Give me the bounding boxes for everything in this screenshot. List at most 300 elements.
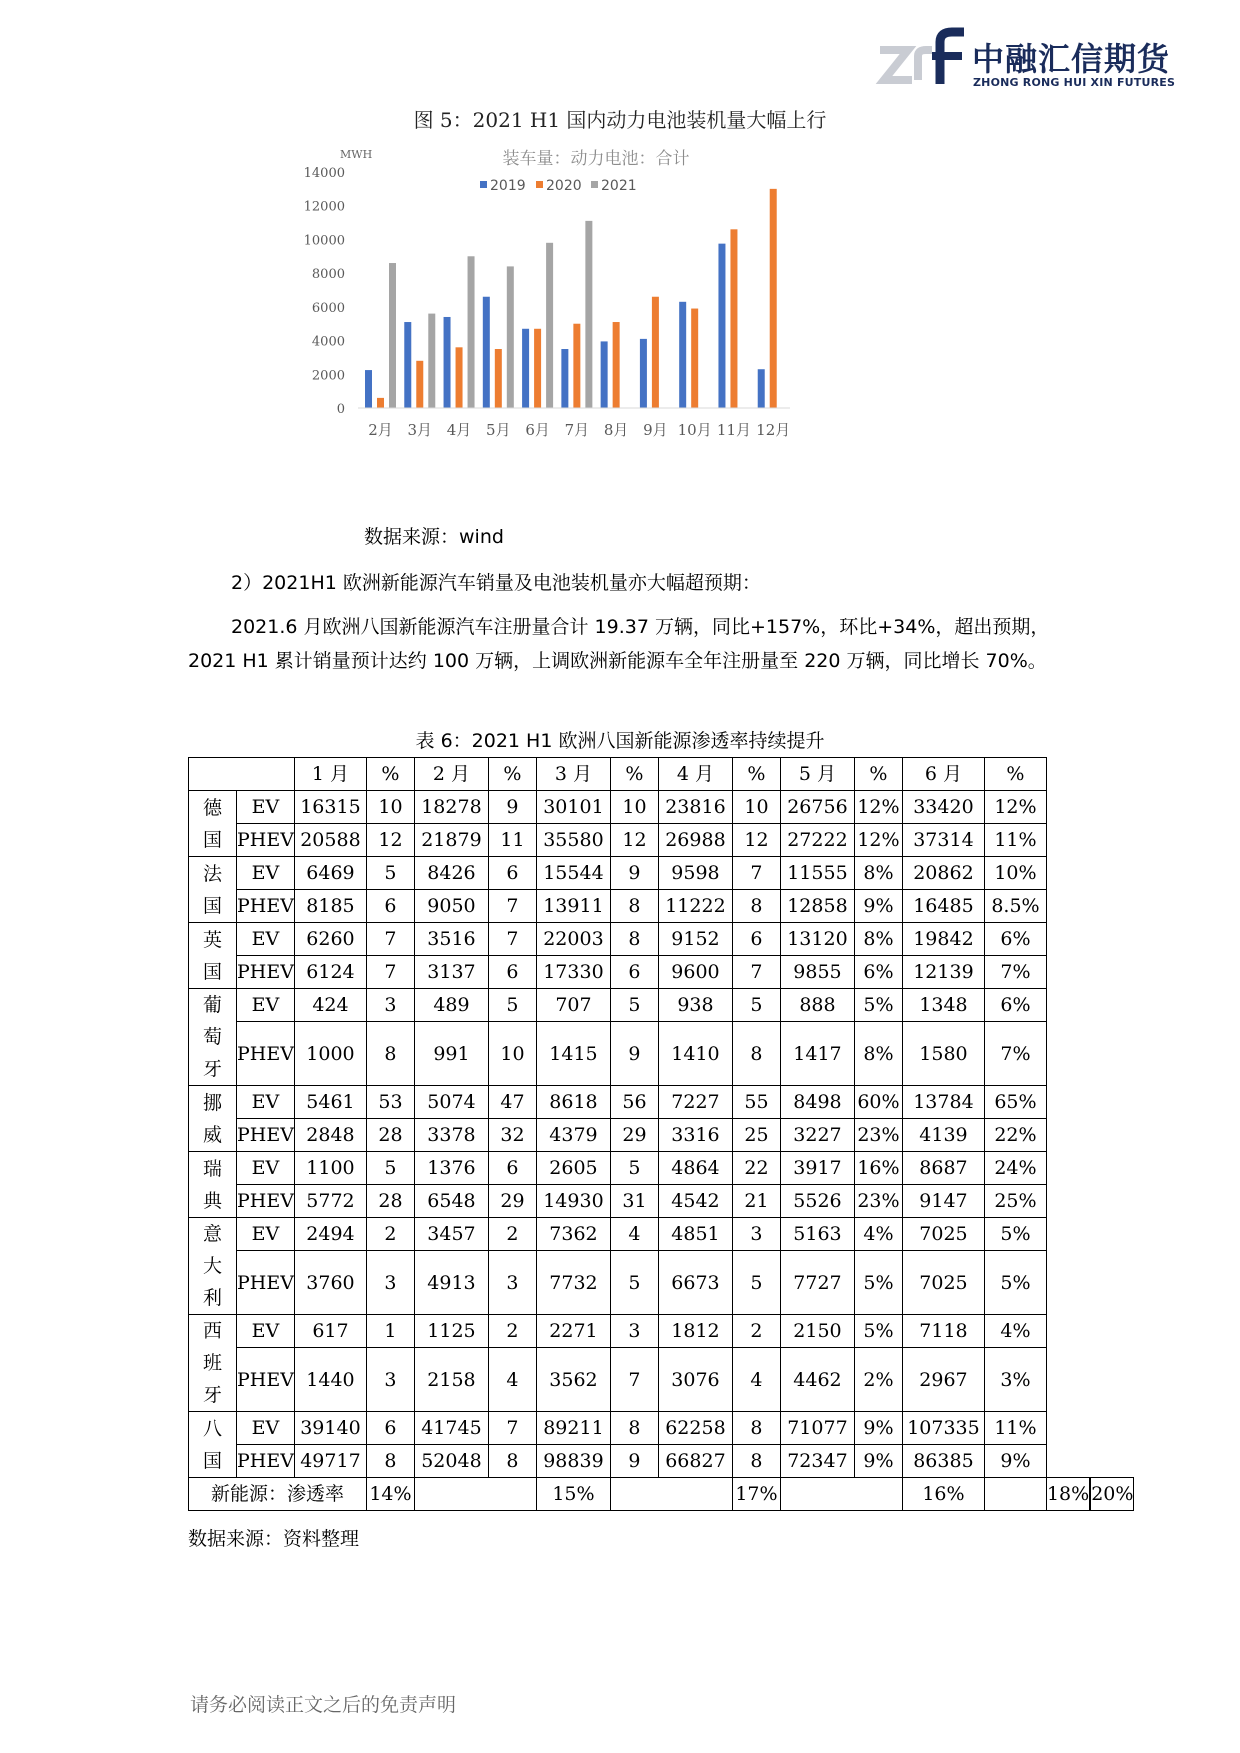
share-value-cell: 8 bbox=[366, 1022, 414, 1086]
share-value-cell: 11% bbox=[984, 1412, 1046, 1445]
share-value-cell: 7 bbox=[488, 890, 536, 923]
sales-value-cell: 424 bbox=[294, 989, 366, 1022]
sales-value-cell: 6260 bbox=[294, 923, 366, 956]
table-source: 数据来源：资料整理 bbox=[188, 1528, 360, 1550]
share-value-cell: 2% bbox=[854, 1348, 902, 1412]
share-value-cell: 6 bbox=[488, 1152, 536, 1185]
ev-registration-table bbox=[188, 757, 1134, 1511]
sales-value-cell: 107335 bbox=[902, 1412, 984, 1445]
sales-value-cell: 7025 bbox=[902, 1218, 984, 1251]
share-value-cell: 12% bbox=[854, 791, 902, 824]
sales-value-cell: 11222 bbox=[658, 890, 732, 923]
share-value-cell: 10 bbox=[488, 1022, 536, 1086]
table-row bbox=[189, 1315, 1134, 1348]
penetration-value-cell: 18% bbox=[1046, 1478, 1089, 1511]
share-value-cell: 8 bbox=[610, 1412, 658, 1445]
sales-value-cell: 1000 bbox=[294, 1022, 366, 1086]
share-value-cell: 5 bbox=[610, 989, 658, 1022]
bar-2019-11月 bbox=[718, 244, 725, 408]
share-value-cell: 10 bbox=[732, 791, 780, 824]
share-value-cell: 4% bbox=[984, 1315, 1046, 1348]
share-value-cell: 24% bbox=[984, 1152, 1046, 1185]
share-value-cell: 5 bbox=[366, 1152, 414, 1185]
sales-value-cell: 52048 bbox=[414, 1445, 488, 1478]
table-row bbox=[189, 1348, 1134, 1412]
sales-value-cell: 6124 bbox=[294, 956, 366, 989]
share-value-cell: 7 bbox=[366, 956, 414, 989]
share-value-cell: 4 bbox=[732, 1348, 780, 1412]
sales-value-cell: 617 bbox=[294, 1315, 366, 1348]
sales-value-cell: 4913 bbox=[414, 1251, 488, 1315]
share-value-cell: 7 bbox=[488, 1412, 536, 1445]
blank-cell bbox=[780, 1478, 902, 1511]
share-value-cell: 12 bbox=[732, 824, 780, 857]
share-value-cell: 6 bbox=[488, 956, 536, 989]
blank-cell bbox=[610, 1478, 732, 1511]
share-value-cell: 28 bbox=[366, 1119, 414, 1152]
sales-value-cell: 20862 bbox=[902, 857, 984, 890]
penetration-value-cell: 20% bbox=[1091, 1478, 1134, 1511]
share-value-cell: 10 bbox=[610, 791, 658, 824]
sales-value-cell: 17330 bbox=[536, 956, 610, 989]
sales-value-cell: 20588 bbox=[294, 824, 366, 857]
sales-value-cell: 21879 bbox=[414, 824, 488, 857]
sales-value-cell: 1440 bbox=[294, 1348, 366, 1412]
share-value-cell: 29 bbox=[610, 1119, 658, 1152]
vehicle-type-cell: PHEV bbox=[237, 1445, 295, 1478]
bar-2020-2月 bbox=[377, 398, 384, 408]
sales-value-cell: 4864 bbox=[658, 1152, 732, 1185]
legend-swatch-2021 bbox=[591, 181, 598, 188]
sales-value-cell: 3562 bbox=[536, 1348, 610, 1412]
share-value-cell: 4 bbox=[610, 1218, 658, 1251]
share-value-cell: 12 bbox=[610, 824, 658, 857]
share-value-cell: 25% bbox=[984, 1185, 1046, 1218]
penetration-value-cell: 16% bbox=[902, 1478, 984, 1511]
bar-2021-6月 bbox=[546, 243, 553, 408]
bar-2020-7月 bbox=[573, 324, 580, 408]
vehicle-type-cell: PHEV bbox=[237, 1022, 295, 1086]
vehicle-type-cell: PHEV bbox=[237, 1185, 295, 1218]
country-cell: 葡 萄 牙 bbox=[189, 989, 237, 1086]
sales-value-cell: 4542 bbox=[658, 1185, 732, 1218]
sales-value-cell: 1100 bbox=[294, 1152, 366, 1185]
sales-value-cell: 19842 bbox=[902, 923, 984, 956]
sales-value-cell: 1417 bbox=[780, 1022, 854, 1086]
share-value-cell: 1 bbox=[366, 1315, 414, 1348]
share-value-cell: 60% bbox=[854, 1086, 902, 1119]
sales-value-cell: 11555 bbox=[780, 857, 854, 890]
bar-2021-7月 bbox=[585, 221, 592, 408]
share-value-cell: 3 bbox=[366, 989, 414, 1022]
sales-value-cell: 7727 bbox=[780, 1251, 854, 1315]
share-value-cell: 5 bbox=[732, 989, 780, 1022]
sales-value-cell: 9855 bbox=[780, 956, 854, 989]
y-tick-label: 14000 bbox=[303, 166, 345, 181]
share-value-cell: 5% bbox=[984, 1218, 1046, 1251]
column-header: 6 月 bbox=[902, 758, 984, 791]
x-tick-label: 5月 bbox=[486, 421, 511, 439]
section-paragraph: 2021.6 月欧洲八国新能源汽车注册量合计 19.37 万辆，同比+157%，环比+34%，超出预期，2021 H1 累计销量预计达约 100 万辆，上调欧洲新能源车全年注册量至 220 万辆，同比增长 70%。 bbox=[188, 616, 1050, 672]
sales-value-cell: 7362 bbox=[536, 1218, 610, 1251]
table-row bbox=[189, 1185, 1134, 1218]
share-value-cell: 65% bbox=[984, 1086, 1046, 1119]
share-value-cell: 9 bbox=[610, 1022, 658, 1086]
y-tick-label: 6000 bbox=[311, 300, 345, 316]
share-value-cell: 10 bbox=[366, 791, 414, 824]
sales-value-cell: 2494 bbox=[294, 1218, 366, 1251]
sales-value-cell: 39140 bbox=[294, 1412, 366, 1445]
sales-value-cell: 49717 bbox=[294, 1445, 366, 1478]
disclaimer-footer: 请务必阅读正文之后的免责声明 bbox=[190, 1694, 457, 1716]
sales-value-cell: 41745 bbox=[414, 1412, 488, 1445]
legend-label-2020: 2020 bbox=[546, 178, 582, 194]
vehicle-type-cell: PHEV bbox=[237, 824, 295, 857]
sales-value-cell: 13120 bbox=[780, 923, 854, 956]
share-value-cell: 2 bbox=[732, 1315, 780, 1348]
share-value-cell: 9% bbox=[854, 1412, 902, 1445]
sales-value-cell: 5074 bbox=[414, 1086, 488, 1119]
logo-chinese-name: 中融汇信期货 bbox=[972, 40, 1171, 78]
share-value-cell: 6 bbox=[488, 857, 536, 890]
share-value-cell: 6 bbox=[732, 923, 780, 956]
sales-value-cell: 2848 bbox=[294, 1119, 366, 1152]
znf-logo-icon bbox=[878, 28, 966, 90]
sales-value-cell: 1125 bbox=[414, 1315, 488, 1348]
share-value-cell: 5% bbox=[854, 1251, 902, 1315]
sales-value-cell: 2158 bbox=[414, 1348, 488, 1412]
share-value-cell: 22 bbox=[732, 1152, 780, 1185]
sales-value-cell: 7025 bbox=[902, 1251, 984, 1315]
x-tick-label: 3月 bbox=[407, 421, 433, 439]
table-row bbox=[189, 1119, 1134, 1152]
share-value-cell: 25 bbox=[732, 1119, 780, 1152]
sales-value-cell: 26988 bbox=[658, 824, 732, 857]
share-value-cell: 4 bbox=[488, 1348, 536, 1412]
table-row bbox=[189, 989, 1134, 1022]
share-value-cell: 5 bbox=[610, 1251, 658, 1315]
share-value-cell: 53 bbox=[366, 1086, 414, 1119]
sales-value-cell: 707 bbox=[536, 989, 610, 1022]
sales-value-cell: 7732 bbox=[536, 1251, 610, 1315]
bar-chart-svg bbox=[303, 148, 890, 500]
vehicle-type-cell: EV bbox=[237, 989, 295, 1022]
bar-2019-10月 bbox=[679, 302, 686, 408]
share-value-cell: 10% bbox=[984, 857, 1046, 890]
bar-2019-7月 bbox=[561, 349, 568, 408]
sales-value-cell: 8185 bbox=[294, 890, 366, 923]
sales-value-cell: 938 bbox=[658, 989, 732, 1022]
share-value-cell: 5 bbox=[732, 1251, 780, 1315]
share-value-cell: 12 bbox=[366, 824, 414, 857]
sales-value-cell: 13784 bbox=[902, 1086, 984, 1119]
vehicle-type-cell: PHEV bbox=[237, 956, 295, 989]
share-value-cell: 9 bbox=[610, 857, 658, 890]
sales-value-cell: 8498 bbox=[780, 1086, 854, 1119]
sales-value-cell: 3760 bbox=[294, 1251, 366, 1315]
sales-value-cell: 8687 bbox=[902, 1152, 984, 1185]
share-value-cell: 3 bbox=[488, 1251, 536, 1315]
sales-value-cell: 33420 bbox=[902, 791, 984, 824]
vehicle-type-cell: EV bbox=[237, 1086, 295, 1119]
bar-2019-12月 bbox=[758, 369, 765, 408]
bar-2019-4月 bbox=[444, 317, 451, 408]
table-row bbox=[189, 890, 1134, 923]
table-row bbox=[189, 923, 1134, 956]
x-tick-label: 12月 bbox=[756, 421, 791, 439]
share-value-cell: 7 bbox=[732, 857, 780, 890]
share-value-cell: 5 bbox=[488, 989, 536, 1022]
x-tick-label: 7月 bbox=[564, 421, 590, 439]
bar-2021-4月 bbox=[468, 256, 475, 408]
sales-value-cell: 12858 bbox=[780, 890, 854, 923]
bar-2020-12月 bbox=[770, 189, 777, 408]
vehicle-type-cell: EV bbox=[237, 1315, 295, 1348]
blank-cell bbox=[414, 1478, 536, 1511]
sales-value-cell: 4462 bbox=[780, 1348, 854, 1412]
sales-value-cell: 62258 bbox=[658, 1412, 732, 1445]
bar-2020-4月 bbox=[456, 347, 463, 408]
sales-value-cell: 4851 bbox=[658, 1218, 732, 1251]
y-tick-label: 12000 bbox=[303, 199, 345, 215]
column-header: 5 月 bbox=[780, 758, 854, 791]
sales-value-cell: 1376 bbox=[414, 1152, 488, 1185]
bar-2019-6月 bbox=[522, 329, 529, 408]
sales-value-cell: 13911 bbox=[536, 890, 610, 923]
share-value-cell: 29 bbox=[488, 1185, 536, 1218]
vehicle-type-cell: PHEV bbox=[237, 1251, 295, 1315]
country-cell: 八 国 bbox=[189, 1412, 237, 1478]
share-value-cell: 12% bbox=[854, 824, 902, 857]
sales-value-cell: 3516 bbox=[414, 923, 488, 956]
country-cell: 德 国 bbox=[189, 791, 237, 857]
bar-2019-3月 bbox=[404, 322, 411, 408]
sales-value-cell: 1410 bbox=[658, 1022, 732, 1086]
column-header: % bbox=[854, 758, 902, 791]
share-value-cell: 8 bbox=[610, 923, 658, 956]
share-value-cell: 6% bbox=[984, 989, 1046, 1022]
sales-value-cell: 23816 bbox=[658, 791, 732, 824]
country-cell: 挪 威 bbox=[189, 1086, 237, 1152]
share-value-cell: 2 bbox=[488, 1315, 536, 1348]
sales-value-cell: 9147 bbox=[902, 1185, 984, 1218]
share-value-cell: 23% bbox=[854, 1119, 902, 1152]
bar-2020-6月 bbox=[534, 329, 541, 408]
share-value-cell: 9% bbox=[854, 890, 902, 923]
sales-value-cell: 16315 bbox=[294, 791, 366, 824]
sales-value-cell: 30101 bbox=[536, 791, 610, 824]
sales-value-cell: 888 bbox=[780, 989, 854, 1022]
share-value-cell: 8% bbox=[854, 857, 902, 890]
sales-value-cell: 14930 bbox=[536, 1185, 610, 1218]
penetration-value-cell: 15% bbox=[536, 1478, 610, 1511]
header-blank-cell bbox=[189, 758, 295, 791]
vehicle-type-cell: EV bbox=[237, 857, 295, 890]
bar-2019-2月 bbox=[365, 370, 372, 408]
sales-value-cell: 27222 bbox=[780, 824, 854, 857]
share-value-cell: 6% bbox=[854, 956, 902, 989]
x-tick-label: 2月 bbox=[368, 421, 393, 439]
column-header: 1 月 bbox=[294, 758, 366, 791]
penetration-value-cell: 17% bbox=[732, 1478, 780, 1511]
sales-value-cell: 1812 bbox=[658, 1315, 732, 1348]
sales-value-cell: 72347 bbox=[780, 1445, 854, 1478]
y-tick-label: 2000 bbox=[311, 368, 345, 384]
share-value-cell: 6 bbox=[610, 956, 658, 989]
sales-value-cell: 1415 bbox=[536, 1022, 610, 1086]
x-tick-label: 9月 bbox=[643, 421, 668, 439]
share-value-cell: 47 bbox=[488, 1086, 536, 1119]
share-value-cell: 5% bbox=[984, 1251, 1046, 1315]
share-value-cell: 11% bbox=[984, 824, 1046, 857]
sales-value-cell: 3227 bbox=[780, 1119, 854, 1152]
share-value-cell: 7% bbox=[984, 956, 1046, 989]
table-row bbox=[189, 1445, 1134, 1478]
table-row bbox=[189, 1022, 1134, 1086]
bar-2020-8月 bbox=[613, 322, 620, 408]
x-tick-label: 10月 bbox=[677, 421, 712, 439]
sales-value-cell: 26756 bbox=[780, 791, 854, 824]
penetration-value-cell: 14% bbox=[366, 1478, 414, 1511]
sales-value-cell: 5772 bbox=[294, 1185, 366, 1218]
column-header: % bbox=[610, 758, 658, 791]
x-tick-label: 6月 bbox=[525, 421, 550, 439]
column-header: % bbox=[984, 758, 1046, 791]
sales-value-cell: 4139 bbox=[902, 1119, 984, 1152]
share-value-cell: 8 bbox=[732, 1412, 780, 1445]
sales-value-cell: 489 bbox=[414, 989, 488, 1022]
sales-value-cell: 3917 bbox=[780, 1152, 854, 1185]
share-value-cell: 8 bbox=[732, 890, 780, 923]
share-value-cell: 9 bbox=[610, 1445, 658, 1478]
table-row bbox=[189, 1152, 1134, 1185]
sales-value-cell: 6673 bbox=[658, 1251, 732, 1315]
column-header: % bbox=[488, 758, 536, 791]
sales-value-cell: 3457 bbox=[414, 1218, 488, 1251]
bar-2019-8月 bbox=[601, 341, 608, 408]
share-value-cell: 5 bbox=[366, 857, 414, 890]
section-heading: 2）2021H1 欧洲新能源汽车销量及电池装机量亦大幅超预期： bbox=[231, 572, 761, 594]
share-value-cell: 9% bbox=[984, 1445, 1046, 1478]
bar-2021-5月 bbox=[507, 266, 514, 408]
share-value-cell: 21 bbox=[732, 1185, 780, 1218]
sales-value-cell: 2605 bbox=[536, 1152, 610, 1185]
sales-value-cell: 9152 bbox=[658, 923, 732, 956]
country-cell: 意 大 利 bbox=[189, 1218, 237, 1315]
sales-value-cell: 5526 bbox=[780, 1185, 854, 1218]
share-value-cell: 3 bbox=[610, 1315, 658, 1348]
sales-value-cell: 7118 bbox=[902, 1315, 984, 1348]
bar-2021-3月 bbox=[428, 314, 435, 408]
share-value-cell: 8 bbox=[732, 1445, 780, 1478]
share-value-cell: 16% bbox=[854, 1152, 902, 1185]
sales-value-cell: 6548 bbox=[414, 1185, 488, 1218]
sales-value-cell: 16485 bbox=[902, 890, 984, 923]
share-value-cell: 9% bbox=[854, 1445, 902, 1478]
sales-value-cell: 9050 bbox=[414, 890, 488, 923]
sales-value-cell: 1580 bbox=[902, 1022, 984, 1086]
bar-2020-3月 bbox=[416, 361, 423, 408]
vehicle-type-cell: EV bbox=[237, 1152, 295, 1185]
share-value-cell: 6 bbox=[366, 890, 414, 923]
sales-value-cell: 2271 bbox=[536, 1315, 610, 1348]
legend-swatch-2019 bbox=[480, 181, 487, 188]
sales-value-cell: 9600 bbox=[658, 956, 732, 989]
share-value-cell: 5 bbox=[610, 1152, 658, 1185]
sales-value-cell: 89211 bbox=[536, 1412, 610, 1445]
y-tick-label: 8000 bbox=[311, 267, 345, 283]
country-cell: 英 国 bbox=[189, 923, 237, 989]
share-value-cell: 7 bbox=[610, 1348, 658, 1412]
sales-value-cell: 5163 bbox=[780, 1218, 854, 1251]
share-value-cell: 11 bbox=[488, 824, 536, 857]
table-row bbox=[189, 857, 1134, 890]
table-row bbox=[189, 1251, 1134, 1315]
vehicle-type-cell: PHEV bbox=[237, 1119, 295, 1152]
legend-swatch-2020 bbox=[536, 181, 543, 188]
vehicle-type-cell: PHEV bbox=[237, 1348, 295, 1412]
sales-value-cell: 2150 bbox=[780, 1315, 854, 1348]
sales-value-cell: 18278 bbox=[414, 791, 488, 824]
bar-2020-10月 bbox=[691, 309, 698, 408]
table-header-row bbox=[189, 758, 1134, 791]
vehicle-type-cell: EV bbox=[237, 1412, 295, 1445]
share-value-cell: 4% bbox=[854, 1218, 902, 1251]
chart-title: 装车量：动力电池：合计 bbox=[502, 149, 690, 169]
sales-value-cell: 71077 bbox=[780, 1412, 854, 1445]
penetration-label-cell: 新能源：渗透率 bbox=[189, 1478, 367, 1511]
share-value-cell: 7 bbox=[366, 923, 414, 956]
y-tick-label: 0 bbox=[336, 402, 345, 417]
share-value-cell: 28 bbox=[366, 1185, 414, 1218]
bar-2019-5月 bbox=[483, 297, 490, 408]
penetration-row bbox=[189, 1478, 1134, 1511]
sales-value-cell: 8618 bbox=[536, 1086, 610, 1119]
sales-value-cell: 66827 bbox=[658, 1445, 732, 1478]
sales-value-cell: 2967 bbox=[902, 1348, 984, 1412]
table-row bbox=[189, 1086, 1134, 1119]
share-value-cell: 3% bbox=[984, 1348, 1046, 1412]
table-row bbox=[189, 1412, 1134, 1445]
column-header: % bbox=[732, 758, 780, 791]
share-value-cell: 12% bbox=[984, 791, 1046, 824]
column-header: % bbox=[366, 758, 414, 791]
table-title: 表 6：2021 H1 欧洲八国新能源渗透率持续提升 bbox=[415, 730, 825, 752]
share-value-cell: 3 bbox=[366, 1251, 414, 1315]
share-value-cell: 9 bbox=[488, 791, 536, 824]
share-value-cell: 6% bbox=[984, 923, 1046, 956]
sales-value-cell: 5461 bbox=[294, 1086, 366, 1119]
share-value-cell: 7% bbox=[984, 1022, 1046, 1086]
column-header: 2 月 bbox=[414, 758, 488, 791]
share-value-cell: 8 bbox=[610, 890, 658, 923]
bar-2020-11月 bbox=[730, 229, 737, 408]
bar-2019-9月 bbox=[640, 339, 647, 408]
share-value-cell: 7 bbox=[488, 923, 536, 956]
sales-value-cell: 4379 bbox=[536, 1119, 610, 1152]
share-value-cell: 8 bbox=[732, 1022, 780, 1086]
logo-english-name: ZHONG RONG HUI XIN FUTURES bbox=[973, 76, 1176, 89]
y-tick-label: 4000 bbox=[311, 334, 345, 350]
column-header: 4 月 bbox=[658, 758, 732, 791]
bar-2021-2月 bbox=[389, 263, 396, 408]
vehicle-type-cell: EV bbox=[237, 791, 295, 824]
sales-value-cell: 37314 bbox=[902, 824, 984, 857]
sales-value-cell: 6469 bbox=[294, 857, 366, 890]
share-value-cell: 8.5% bbox=[984, 890, 1046, 923]
sales-value-cell: 1348 bbox=[902, 989, 984, 1022]
sales-value-cell: 3137 bbox=[414, 956, 488, 989]
